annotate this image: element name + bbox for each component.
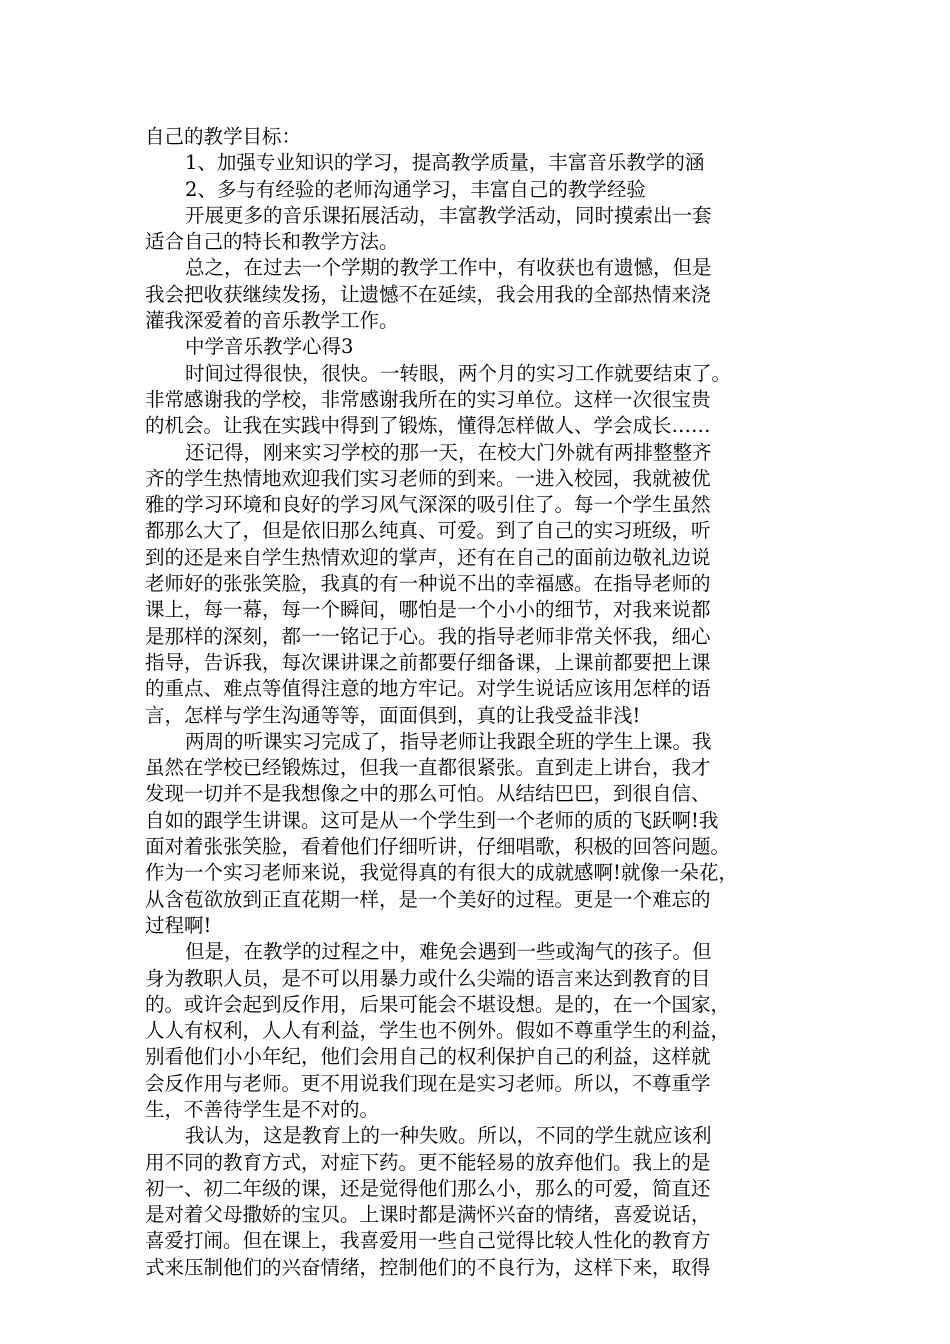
text-line: 2、多与有经验的老师沟通学习，丰富自己的教学经验 bbox=[185, 177, 646, 201]
text-line: 人人有权利，人人有利益，学生也不例外。假如不尊重学生的利益， bbox=[145, 1019, 731, 1043]
text-line: 的机会。让我在实践中得到了锻炼，懂得怎样做人、学会成长…… bbox=[145, 414, 711, 438]
text-line: 别看他们小小年纪，他们会用自己的权利保护自己的利益，这样就 bbox=[145, 1045, 711, 1069]
text-line: 但是，在教学的过程之中，难免会遇到一些或淘气的孩子。但 bbox=[185, 940, 712, 964]
text-line: 齐的学生热情地欢迎我们实习老师的到来。一进入校园，我就被优 bbox=[145, 466, 711, 490]
text-line: 面对着张张笑脸，看着他们仔细听讲，仔细唱歌，积极的回答问题。 bbox=[145, 835, 731, 859]
text-line: 1、加强专业知识的学习，提高教学质量，丰富音乐教学的涵 bbox=[185, 151, 705, 175]
text-line: 从含苞欲放到正直花期一样，是一个美好的过程。更是一个难忘的 bbox=[145, 887, 711, 911]
text-line: 雅的学习环境和良好的学习风气深深的吸引住了。每一个学生虽然 bbox=[145, 493, 711, 517]
text-line: 发现一切并不是我想像之中的那么可怕。从结结巴巴，到很自信、 bbox=[145, 782, 711, 806]
text-line: 虽然在学校已经锻炼过，但我一直都很紧张。直到走上讲台，我才 bbox=[145, 756, 711, 780]
text-line: 会反作用与老师。更不用说我们现在是实习老师。所以，不尊重学 bbox=[145, 1071, 711, 1095]
text-line: 非常感谢我的学校，非常感谢我所在的实习单位。这样一次很宝贵 bbox=[145, 387, 711, 411]
text-line: 初一、初二年级的课，还是觉得他们那么小，那么的可爱，简直还 bbox=[145, 1176, 711, 1200]
text-line: 适合自己的特长和教学方法。 bbox=[145, 230, 399, 254]
text-line: 自如的跟学生讲课。这可是从一个学生到一个老师的质的飞跃啊!我 bbox=[145, 808, 719, 832]
text-line: 的重点、难点等值得注意的地方牢记。对学生说话应该用怎样的语 bbox=[145, 677, 711, 701]
text-line: 喜爱打闹。但在课上，我喜爱用一些自己觉得比较人性化的教育方 bbox=[145, 1229, 711, 1253]
text-line: 总之，在过去一个学期的教学工作中，有收获也有遗憾，但是 bbox=[185, 256, 712, 280]
text-line: 两周的听课实习完成了，指导老师让我跟全班的学生上课。我 bbox=[185, 729, 712, 753]
text-line: 式来压制他们的兴奋情绪，控制他们的不良行为，这样下来，取得 bbox=[145, 1255, 711, 1279]
text-line: 时间过得很快，很快。一转眼，两个月的实习工作就要结束了。 bbox=[185, 361, 732, 385]
text-line: 言，怎样与学生沟通等等，面面俱到，真的让我受益非浅! bbox=[145, 703, 641, 727]
text-line: 用不同的教育方式，对症下药。更不能轻易的放弃他们。我上的是 bbox=[145, 1150, 711, 1174]
text-line: 是那样的深刻，都一一铭记于心。我的指导老师非常关怀我，细心 bbox=[145, 624, 711, 648]
text-line: 自己的教学目标： bbox=[145, 125, 302, 148]
text-line: 我会把收获继续发扬，让遗憾不在延续，我会用我的全部热情来浇 bbox=[145, 282, 711, 306]
document-page bbox=[145, 124, 825, 1281]
text-line: 老师好的张张笑脸，我真的有一种说不出的幸福感。在指导老师的 bbox=[145, 572, 711, 596]
text-line: 还记得，刚来实习学校的那一天，在校大门外就有两排整整齐 bbox=[185, 440, 712, 464]
text-line: 的。或许会起到反作用，后果可能会不堪设想。是的，在一个国家， bbox=[145, 992, 731, 1016]
text-line: 都那么大了，但是依旧那么纯真、可爱。到了自己的实习班级，听 bbox=[145, 519, 711, 543]
text-line: 灌我深爱着的音乐教学工作。 bbox=[145, 309, 399, 333]
text-line: 中学音乐教学心得3 bbox=[185, 335, 354, 359]
text-line: 开展更多的音乐课拓展活动，丰富教学活动，同时摸索出一套 bbox=[185, 203, 712, 227]
text-line: 课上，每一幕，每一个瞬间，哪怕是一个小小的细节，对我来说都 bbox=[145, 598, 711, 622]
text-line: 过程啊! bbox=[145, 913, 212, 937]
text-line: 到的还是来自学生热情欢迎的掌声，还有在自己的面前边敬礼边说 bbox=[145, 545, 711, 569]
text-line: 是对着父母撒娇的宝贝。上课时都是满怀兴奋的情绪，喜爱说话， bbox=[145, 1203, 711, 1227]
text-line: 指导，告诉我，每次课讲课之前都要仔细备课，上课前都要把上课 bbox=[145, 650, 711, 674]
text-line: 身为教职人员，是不可以用暴力或什么尖端的语言来达到教育的目 bbox=[145, 966, 711, 990]
text-line: 我认为，这是教育上的一种失败。所以，不同的学生就应该利 bbox=[185, 1124, 712, 1148]
text-line: 作为一个实习老师来说，我觉得真的有很大的成就感啊!就像一朵花， bbox=[145, 861, 738, 885]
text-line: 生，不善待学生是不对的。 bbox=[145, 1097, 380, 1121]
